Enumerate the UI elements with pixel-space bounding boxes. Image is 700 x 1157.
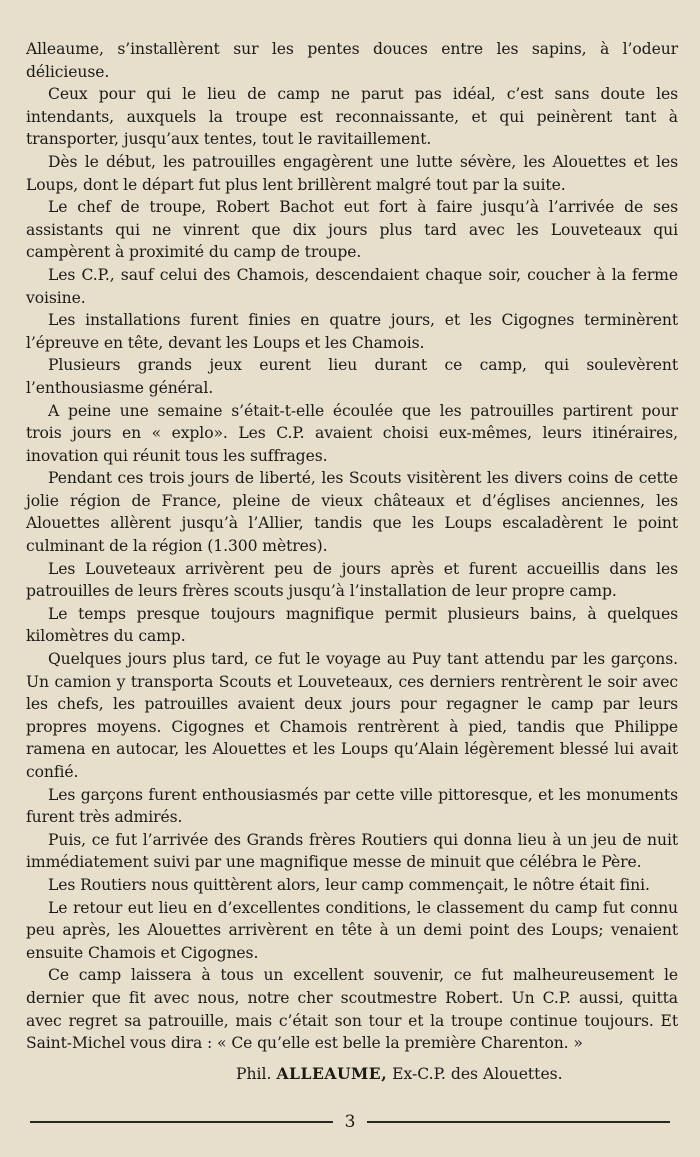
paragraph: Les Louveteaux arrivèrent peu de jours après et furent accueillis dans les patrouilles de leurs frères scouts jusqu’à l’installation de leur propre camp. <box>26 559 678 601</box>
footer-rule-left <box>30 1121 333 1123</box>
paragraph: Ce camp laissera à tous un excellent souvenir, ce fut malheureusement le dernier que fit avec nous, notre cher scoutmestre Robert. Un C.P. aussi, quitta avec regret sa patrouille, mais c’était son tour et la troupe continue toujours. Et Saint-Michel vous dira : « Ce qu’elle est belle la première Charenton. » <box>26 966 678 1053</box>
paragraph: Quelques jours plus tard, ce fut le voyage au Puy tant attendu par les garçons. Un camion y transporta Scouts et Louveteaux, ces derniers rentrèrent le soir avec les chefs, les patrouilles avaient deux jours pour regagner le camp par leurs propres moyens. Cigognes et Chamois rentrèrent à pied, tandis que Philippe ramena en autocar, les Alouettes et les Loups qu’Alain légèrement blessé lui avait confié. <box>26 650 678 781</box>
article-body <box>26 38 678 1055</box>
paragraph: A peine une semaine s’était-t-elle écoulée que les patrouilles partirent pour trois jours en « explo». Les C.P. avaient choisi eux-mêmes, leurs itinéraires, inovation qui réunit tous les suffrages. <box>26 401 678 465</box>
paragraph: Les garçons furent enthousiasmés par cette ville pittoresque, et les monuments furent très admirés. <box>26 785 678 827</box>
paragraph: Les C.P., sauf celui des Chamois, descendaient chaque soir, coucher à la ferme voisine. <box>26 265 678 307</box>
paragraph: Plusieurs grands jeux eurent lieu durant ce camp, qui soulevèrent l’enthousiasme général. <box>26 356 678 397</box>
paragraph: Ceux pour qui le lieu de camp ne parut pas idéal, c’est sans doute les intendants, auxquels la troupe est reconnaissante, et qui peinèrent tant à transporter, jusqu’aux tentes, tout le ravitaillement. <box>26 85 678 149</box>
paragraph: Puis, ce fut l’arrivée des Grands frères Routiers qui donna lieu à un jeu de nuit immédiatement suivi par une magnifique messe de minuit que célébra le Père. <box>26 830 678 872</box>
paragraph: Le chef de troupe, Robert Bachot eut fort à faire jusqu’à l’arrivée de ses assistants qui ne vinrent que dix jours plus tard avec les Louveteaux qui campèrent à proximité du camp de troupe. <box>26 198 678 262</box>
signature-suffix: Ex-C.P. des Alouettes. <box>392 1064 563 1083</box>
paragraph: Les Routiers nous quittèrent alors, leur camp commençait, le nôtre était fini. <box>48 875 650 894</box>
footer-rule-right <box>367 1121 670 1123</box>
page-number: 3 <box>344 1112 356 1132</box>
signature-prefix: Phil. <box>236 1064 272 1083</box>
paragraph: Alleaume, s’installèrent sur les pentes douces entre les sapins, à l’odeur délicieuse. <box>26 40 678 81</box>
signature <box>26 1063 678 1086</box>
paragraph: Pendant ces trois jours de liberté, les Scouts visitèrent les divers coins de cette jolie région de France, pleine de vieux châteaux et d’églises anciennes, les Alouettes allèrent jusqu’à l’Allier, tandis que les Loups escaladèrent le point culminant de la région (1.300 mètres). <box>26 469 678 556</box>
signature-name: ALLEAUME, <box>276 1063 388 1083</box>
paragraph: Le temps presque toujours magnifique permit plusieurs bains, à quelques kilomètres du camp. <box>26 604 678 646</box>
page-footer <box>30 1110 670 1134</box>
paragraph: Le retour eut lieu en d’excellentes conditions, le classement du camp fut connu peu après, les Alouettes arrivèrent en tête à un demi point des Loups; venaient ensuite Chamois et Cigognes. <box>26 898 678 962</box>
paragraph: Dès le début, les patrouilles engagèrent une lutte sévère, les Alouettes et les Loups, dont le départ fut plus lent brillèrent malgré tout par la suite. <box>26 152 678 194</box>
paragraph: Les installations furent finies en quatre jours, et les Cigognes terminèrent l’épreuve en tête, devant les Loups et les Chamois. <box>26 311 678 352</box>
